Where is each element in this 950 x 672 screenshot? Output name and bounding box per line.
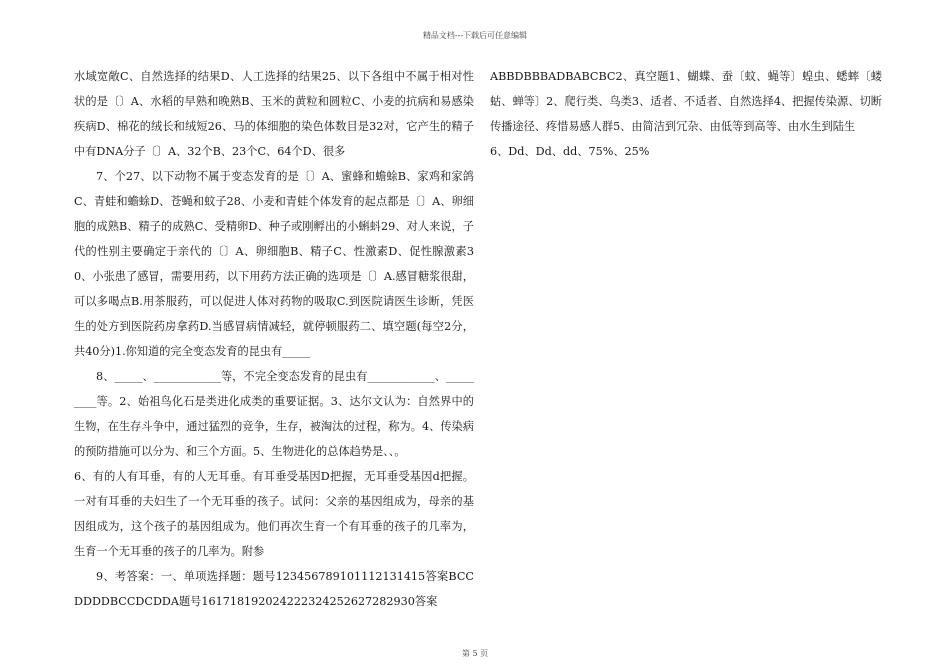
- page-header: 精品文档---下载后可任意编辑: [422, 31, 528, 40]
- left-paragraph-4: 6、有的人有耳垂，有的人无耳垂。有耳垂受基因D把握，无耳垂受基因d把握。一对有耳垂的夫妇生了一个无耳垂的孩子。试问：父亲的基因组成为，母亲的基因组成为，这个孩子的基因组成为。他们再次生育一个有耳垂的孩子的几率为，生育一个无耳垂的孩子的几率为。附参: [74, 470, 474, 558]
- left-paragraph-3: 8、_____、____________等，不完全变态发育的昆虫有____________、_________等。2、始祖鸟化石是类进化成类的重要证据。3、达尔文认为：自然界中的生物，在生存斗争中，通过猛烈的竞争，生存，被淘汰的过程，称为。4、传染病的预防措施可以分为、和三个方面。5、生物进化的总体趋势是、、。: [74, 370, 474, 458]
- left-text-column: [74, 64, 474, 614]
- right-paragraph-2: 6、Dd、Dd、dd、75%、25%: [490, 145, 650, 158]
- left-paragraph-1: 水域宽敞C、自然选择的结果D、人工选择的结果25、以下各组中不属于相对性状的是〔〕A、水稻的早熟和晚熟B、玉米的黄粒和圆粒C、小麦的抗病和易感染疾病D、棉花的绒长和绒短26、马的体细胞的染色体数目是32对，它产生的精子中有DNA分子〔〕A、32个B、23个C、64个D、很多: [74, 70, 474, 158]
- right-text-column: [490, 64, 882, 164]
- page-number: 第 5 页: [461, 649, 489, 658]
- left-paragraph-5: 9、考答案：一、单项选择题：题号123456789101112131415答案BCCDDDDBCCDCDDA题号161718192024222324252627282930答案: [74, 570, 474, 608]
- left-paragraph-2: 7、个27、以下动物不属于变态发育的是〔〕A、蜜蜂和蟾蜍B、家鸡和家鸽C、青蛙和蟾蜍D、苍蝇和蚊子28、小麦和青蛙个体发育的起点都是〔〕A、卵细胞的成熟B、精子的成熟C、受精卵D、种子或刚孵出的小蝌蚪29、对人来说，子代的性别主要确定于亲代的〔〕A、卵细胞B、精子C、性激素D、促性腺激素30、小张患了感冒，需要用药，以下用药方法正确的选项是〔〕A.感冒糖浆很甜，可以多喝点B.用茶服药，可以促进人体对药物的吸取C.到医院请医生诊断，凭医生的处方到医院药房拿药D.当感冒病情减轻，就停顿服药二、填空题(每空2分，共40分)1.你知道的完全变态发育的昆虫有_____: [74, 170, 474, 358]
- right-paragraph-1: ABBDBBBADBABCBC2、真空题1、蝴蝶、蚕〔蚊、蝇等〕蝗虫、蟋蟀〔蝼蛄、蝉等〕2、爬行类、鸟类3、适者、不适者、自然选择4、把握传染源、切断传播途径、疼惜易感人群5、由简洁到冗杂、由低等到高等、由水生到陆生: [490, 70, 882, 133]
